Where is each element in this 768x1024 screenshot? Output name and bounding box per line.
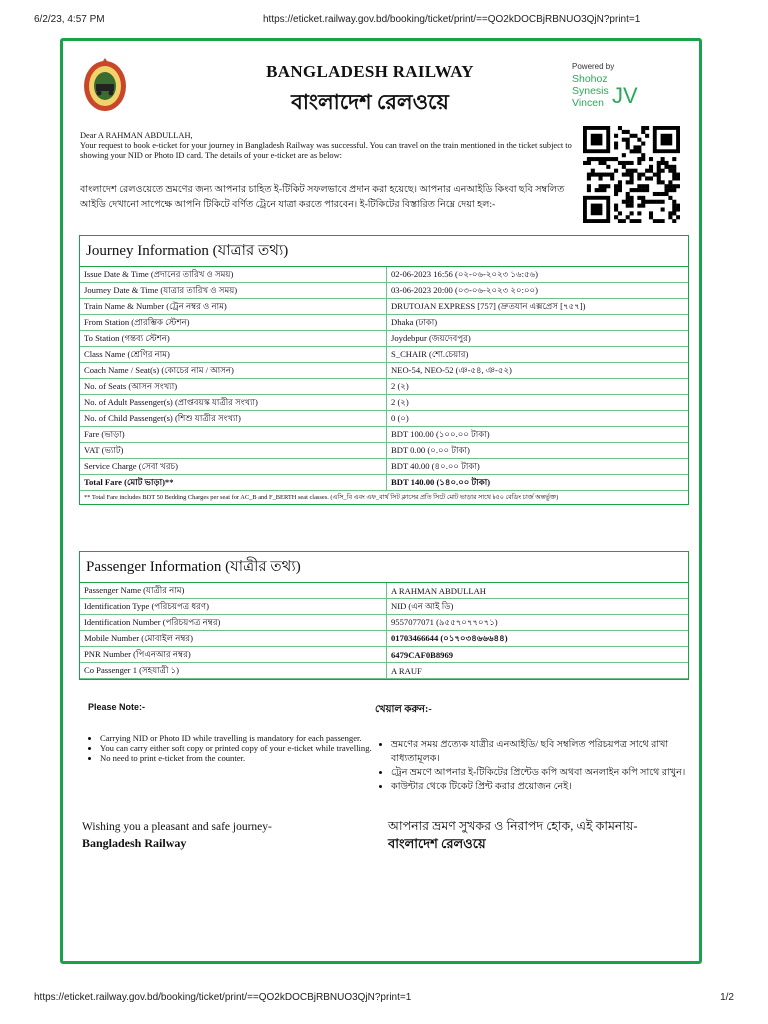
row-label: VAT (ভ্যাট): [80, 443, 387, 459]
sign-bn: বাংলাদেশ রেলওয়ে: [388, 836, 486, 851]
sponsor-line-1: Shohoz: [572, 73, 608, 85]
journey-info-box: [79, 235, 689, 505]
print-footer: [0, 992, 768, 1008]
table-row: [80, 663, 688, 679]
print-header: [0, 14, 768, 30]
row-value: 6479CAF0B8969: [387, 647, 689, 663]
sign-en: Bangladesh Railway: [82, 836, 187, 850]
row-label: To Station (গন্তব্য স্টেশন): [80, 331, 387, 347]
row-value: 2 (২): [387, 395, 689, 411]
powered-by-label: Powered by: [572, 62, 615, 71]
row-value: NID (এন আই ডি): [387, 599, 689, 615]
table-row: [80, 583, 688, 599]
row-value: 9557077071 (৯৫৫৭০৭৭০৭১): [387, 615, 689, 631]
row-label: No. of Adult Passenger(s) (প্রাপ্তবয়স্ক যাত্রীর সংখ্যা): [80, 395, 387, 411]
table-row: [80, 411, 688, 427]
row-label: Train Name & Number (ট্রেন নম্বর ও নাম): [80, 299, 387, 315]
table-row: [80, 459, 688, 475]
table-row: [80, 267, 688, 283]
row-value: A RAUF: [387, 663, 689, 679]
greeting: Dear A RAHMAN ABDULLAH,: [80, 131, 193, 140]
row-value: Joydebpur (জয়দেবপুর): [387, 331, 689, 347]
table-row: [80, 363, 688, 379]
row-value: 01703466644 (০১৭০৩৪৬৬৬৪৪): [387, 631, 689, 647]
note-title-en: Please Note:-: [88, 702, 146, 712]
print-url: https://eticket.railway.gov.bd/booking/ticket/print/==QO2kDOCBjRBNUO3QjN?print=1: [263, 14, 641, 25]
table-row: [80, 315, 688, 331]
title-bn: বাংলাদেশ রেলওয়ে: [291, 90, 449, 114]
intro-text: [80, 131, 575, 161]
notes-list-en: [82, 733, 385, 763]
note-title-bn: খেয়াল করুন:-: [375, 704, 432, 715]
passenger-info-box: [79, 551, 689, 680]
row-label: Class Name (শ্রেণির নাম): [80, 347, 387, 363]
row-value: S_CHAIR (শো.চেয়ার): [387, 347, 689, 363]
row-value: 03-06-2023 20:00 (০৩-০৬-২০২৩ ২০:০০): [387, 283, 689, 299]
row-label: PNR Number (পিএনআর নম্বর): [80, 647, 387, 663]
row-label: Identification Number (পরিচয়পত্র নম্বর): [80, 615, 387, 631]
row-value: NEO-54, NEO-52 (ঞ-৫৪, ঞ-৫২): [387, 363, 689, 379]
row-value: A RAHMAN ABDULLAH: [387, 583, 689, 599]
row-value: 02-06-2023 16:56 (০২-০৬-২০২৩ ১৬:৫৬): [387, 267, 689, 283]
sponsor-line-3: Vincen: [572, 97, 604, 109]
sponsor-jv: JV: [612, 83, 638, 108]
row-label: Co Passenger 1 (সহযাত্রী ১): [80, 663, 387, 679]
passenger-heading: Passenger Information (যাত্রীর তথ্য): [80, 552, 688, 583]
footer-url: https://eticket.railway.gov.bd/booking/ticket/print/==QO2kDOCBjRBNUO3QjN?print=1: [34, 992, 412, 1003]
note-item-bn: • ট্রেন ভ্রমণে আপনার ই-টিকিটের প্রিন্টেড কপি অথবা অনলাইন কপি সাথে রাখুন।: [391, 766, 716, 780]
note-item-en: • Carrying NID or Photo ID while travelling is mandatory for each passenger.: [100, 733, 385, 743]
page-number: 1/2: [720, 992, 734, 1003]
table-row: [80, 615, 688, 631]
print-datetime: 6/2/23, 4:57 PM: [34, 14, 105, 25]
sponsor-logo: [572, 73, 638, 109]
row-value: Dhaka (ঢাকা): [387, 315, 689, 331]
intro-body-bn: বাংলাদেশ রেলওয়েতে ভ্রমণের জন্য আপনার চাহিত ই-টিকিট সফলভাবে প্রদান করা হয়েছে। আপনার এনআইডি কিংবা ছবি সম্বলিত আইডি দেখানো সাপেক্ষে আপনি টিকিটে বর্ণিত ট্রেনে যাত্রা করতে পারবেন। ই-টিকিটের বিস্তারিত নিম্নে দেয়া হল:-: [80, 184, 565, 210]
table-row: [80, 647, 688, 663]
row-label: Mobile Number (মোবাইল নম্বর): [80, 631, 387, 647]
row-value: 0 (০): [387, 411, 689, 427]
intro-body: Your request to book e-ticket for your journey in Bangladesh Railway was successful. You can travel on the train mentioned in the ticket subject to showing your NID or Photo ID card. The details of your e-ticket are as below:: [80, 141, 572, 160]
total-fare-row: [80, 475, 688, 491]
row-value: 2 (২): [387, 379, 689, 395]
row-label: Issue Date & Time (প্রদানের তারিখ ও সময়): [80, 267, 387, 283]
table-row: [80, 427, 688, 443]
table-row: [80, 599, 688, 615]
railway-emblem-logo: [82, 56, 128, 114]
note-item-en: • No need to print e-ticket from the counter.: [100, 753, 385, 763]
note-item-bn: • কাউন্টার থেকে টিকেট প্রিন্ট করার প্রয়োজন নেই।: [391, 780, 716, 794]
table-row: [80, 631, 688, 647]
total-fare-note: ** Total Fare includes BDT 50 Bedding Charges per seat for AC_B and F_BERTH seat classes. (এসি_বি এবং এফ_বার্থ সিট ক্লাসের প্রতি সিটে মোট ভাড়ার সাথে ৳৫০ বেডিং চার্জ অন্তর্ভুক্ত): [84, 494, 559, 501]
row-label: Passenger Name (যাত্রীর নাম): [80, 583, 387, 599]
row-label: Journey Date & Time (যাত্রার তারিখ ও সময়): [80, 283, 387, 299]
table-row: [80, 395, 688, 411]
row-value: BDT 0.00 (০.০০ টাকা): [387, 443, 689, 459]
row-label: No. of Child Passenger(s) (শিশু যাত্রীর সংখ্যা): [80, 411, 387, 427]
sponsor-line-2: Synesis: [572, 85, 609, 97]
note-item-en: • You can carry either soft copy or printed copy of your e-ticket while travelling.: [100, 743, 385, 753]
row-label: Coach Name / Seat(s) (কোচের নাম / আসন): [80, 363, 387, 379]
table-row: [80, 299, 688, 315]
row-value: DRUTOJAN EXPRESS [757] (দ্রুতযান এক্সপ্রেস [৭৫৭]): [387, 299, 689, 315]
row-label: Identification Type (পরিচয়পত্র ধরণ): [80, 599, 387, 615]
wish-en: Wishing you a pleasant and safe journey-: [82, 821, 272, 833]
wish-bn: আপনার ভ্রমণ সুখকর ও নিরাপদ হোক, এই কামনায়-: [388, 819, 638, 833]
table-row: [80, 283, 688, 299]
row-label: Service Charge (সেবা খরচ): [80, 459, 387, 475]
row-label: No. of Seats (আসন সংখ্যা): [80, 379, 387, 395]
row-value: BDT 100.00 (১০০.০০ টাকা): [387, 427, 689, 443]
total-fare-label: Total Fare (মোট ভাড়া)**: [80, 475, 387, 491]
total-fare-value: BDT 140.00 (১৪০.০০ টাকা): [387, 475, 689, 491]
journey-heading: Journey Information (যাত্রার তথ্য): [80, 236, 688, 267]
journey-table: [80, 267, 688, 491]
table-row: [80, 331, 688, 347]
table-row: [80, 347, 688, 363]
table-row: [80, 379, 688, 395]
qr-code: [583, 126, 680, 223]
row-label: Fare (ভাড়া): [80, 427, 387, 443]
row-value: BDT 40.00 (৪০.০০ টাকা): [387, 459, 689, 475]
notes-list-bn: [375, 738, 716, 794]
note-item-bn: • ভ্রমণের সময় প্রত্যেক যাত্রীর এনআইডি/ ছবি সম্বলিত পরিচয়পত্র সাথে রাখা বাধ্যতামূলক।: [391, 738, 716, 766]
title-en: BANGLADESH RAILWAY: [266, 62, 474, 81]
row-label: From Station (প্রারম্ভিক স্টেশন): [80, 315, 387, 331]
passenger-table: [80, 583, 688, 679]
table-row: [80, 443, 688, 459]
